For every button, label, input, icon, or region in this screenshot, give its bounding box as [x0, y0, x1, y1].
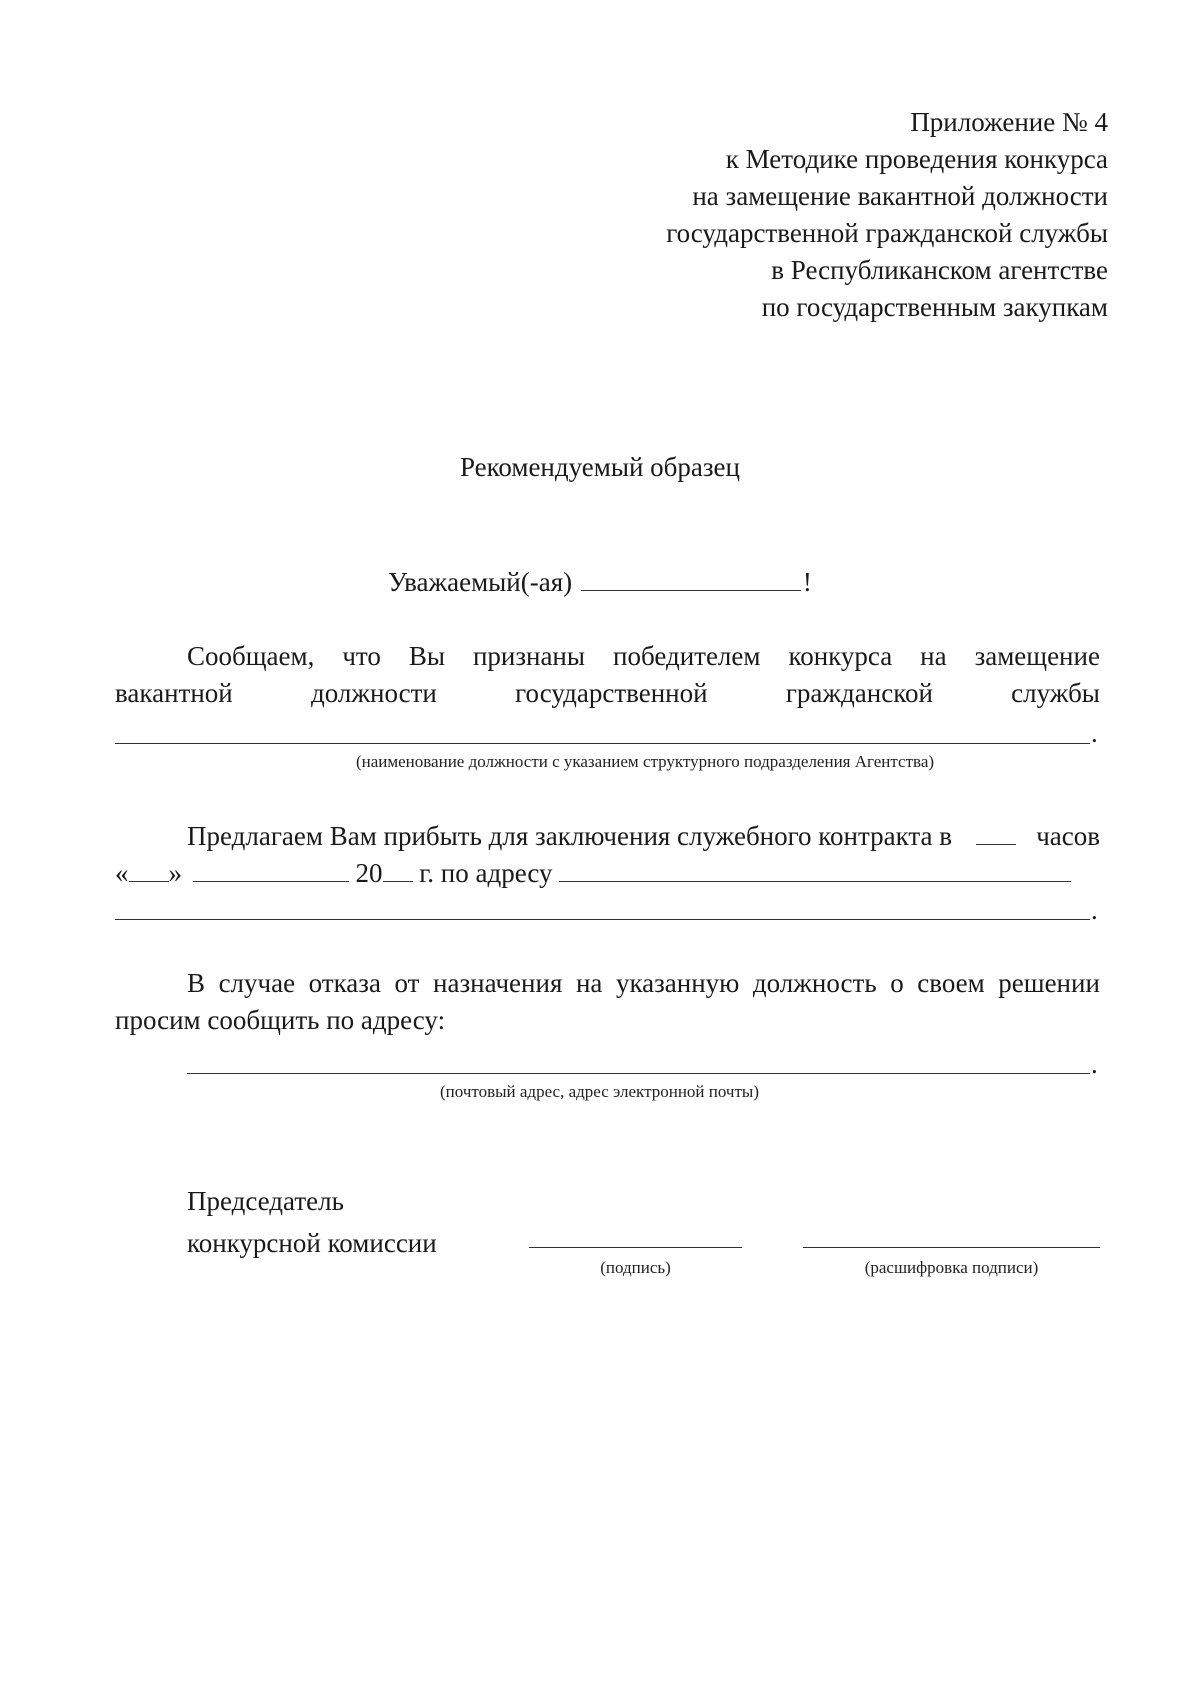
paragraph-line: просим сообщить по адресу:	[115, 1005, 446, 1035]
paragraph-line	[115, 855, 1100, 892]
word: на	[575, 968, 603, 998]
word: своем	[917, 968, 985, 998]
word: должности	[310, 678, 437, 708]
word: случае	[218, 968, 296, 998]
word: конкурса	[788, 641, 893, 671]
signature-decode-caption: (расшифровка подписи)	[864, 1258, 1039, 1277]
word: Сообщаем,	[187, 641, 315, 671]
position-caption: (наименование должности с указанием структурного подразделения Агентства)	[355, 752, 935, 771]
header-line: по государственным закупкам	[761, 292, 1108, 322]
header-line: государственной гражданской службы	[666, 218, 1108, 248]
word: вакантной	[115, 678, 233, 708]
sample-label: Рекомендуемый образец	[459, 452, 740, 482]
day-blank	[129, 857, 169, 882]
period: .	[1091, 1049, 1098, 1079]
quote-close: »	[168, 858, 182, 888]
paragraph-line	[115, 965, 1100, 1002]
word: победителем	[613, 641, 761, 671]
address-blank	[559, 857, 1071, 882]
period: .	[1091, 718, 1098, 748]
appendix-header	[666, 104, 1108, 326]
word: В	[187, 968, 206, 998]
word: замещение	[974, 641, 1100, 671]
year-prefix: 20	[355, 858, 383, 888]
word: решении	[998, 968, 1100, 998]
word: признаны	[472, 641, 586, 671]
header-line: в Республиканском агентстве	[771, 255, 1108, 285]
word: на	[920, 641, 947, 671]
header-line: к Методике проведения конкурса	[725, 144, 1108, 174]
position-name-line	[115, 743, 1090, 744]
word: от	[394, 968, 420, 998]
month-blank	[193, 857, 349, 882]
word: государственной	[515, 678, 708, 708]
name-blank	[581, 566, 801, 591]
quote-open: «	[115, 858, 129, 888]
signature-caption: (подпись)	[600, 1258, 671, 1277]
chairman-title	[187, 1180, 437, 1264]
word: гражданской	[785, 678, 933, 708]
salutation-end: !	[802, 567, 812, 597]
word: должность	[752, 968, 877, 998]
paragraph-line	[115, 818, 1100, 855]
address-line-2	[115, 919, 1090, 920]
paragraph-line	[115, 638, 1100, 675]
word: что	[342, 641, 381, 671]
signature-decode-line	[803, 1247, 1100, 1248]
signature-line	[529, 1247, 742, 1248]
word: службы	[1011, 678, 1100, 708]
word: назначения	[433, 968, 563, 998]
paragraph-line	[115, 675, 1100, 712]
chairman-line: Председатель	[187, 1186, 344, 1216]
header-line: на замещение вакантной должности	[692, 181, 1108, 211]
paragraph-refusal	[115, 965, 1100, 1039]
contact-caption: (почтовый адрес, адрес электронной почты)	[440, 1082, 759, 1101]
header-line: Приложение № 4	[910, 107, 1108, 137]
chairman-line: конкурсной комиссии	[187, 1228, 437, 1258]
address-prefix: г. по адресу	[419, 858, 553, 888]
contact-line	[187, 1073, 1090, 1074]
salutation	[388, 566, 812, 598]
word: отказа	[308, 968, 381, 998]
invitation-text: Предлагаем Вам прибыть для заключения служебного контракта в	[187, 821, 952, 851]
hours-word: часов	[1036, 821, 1100, 851]
period: .	[1091, 895, 1098, 925]
word: указанную	[615, 968, 740, 998]
paragraph-invitation	[115, 818, 1100, 892]
word: Вы	[408, 641, 445, 671]
hour-blank	[976, 820, 1016, 845]
paragraph-winner	[115, 638, 1100, 712]
word: о	[890, 968, 904, 998]
year-blank	[383, 857, 413, 882]
salutation-text: Уважаемый(-ая)	[388, 567, 573, 597]
